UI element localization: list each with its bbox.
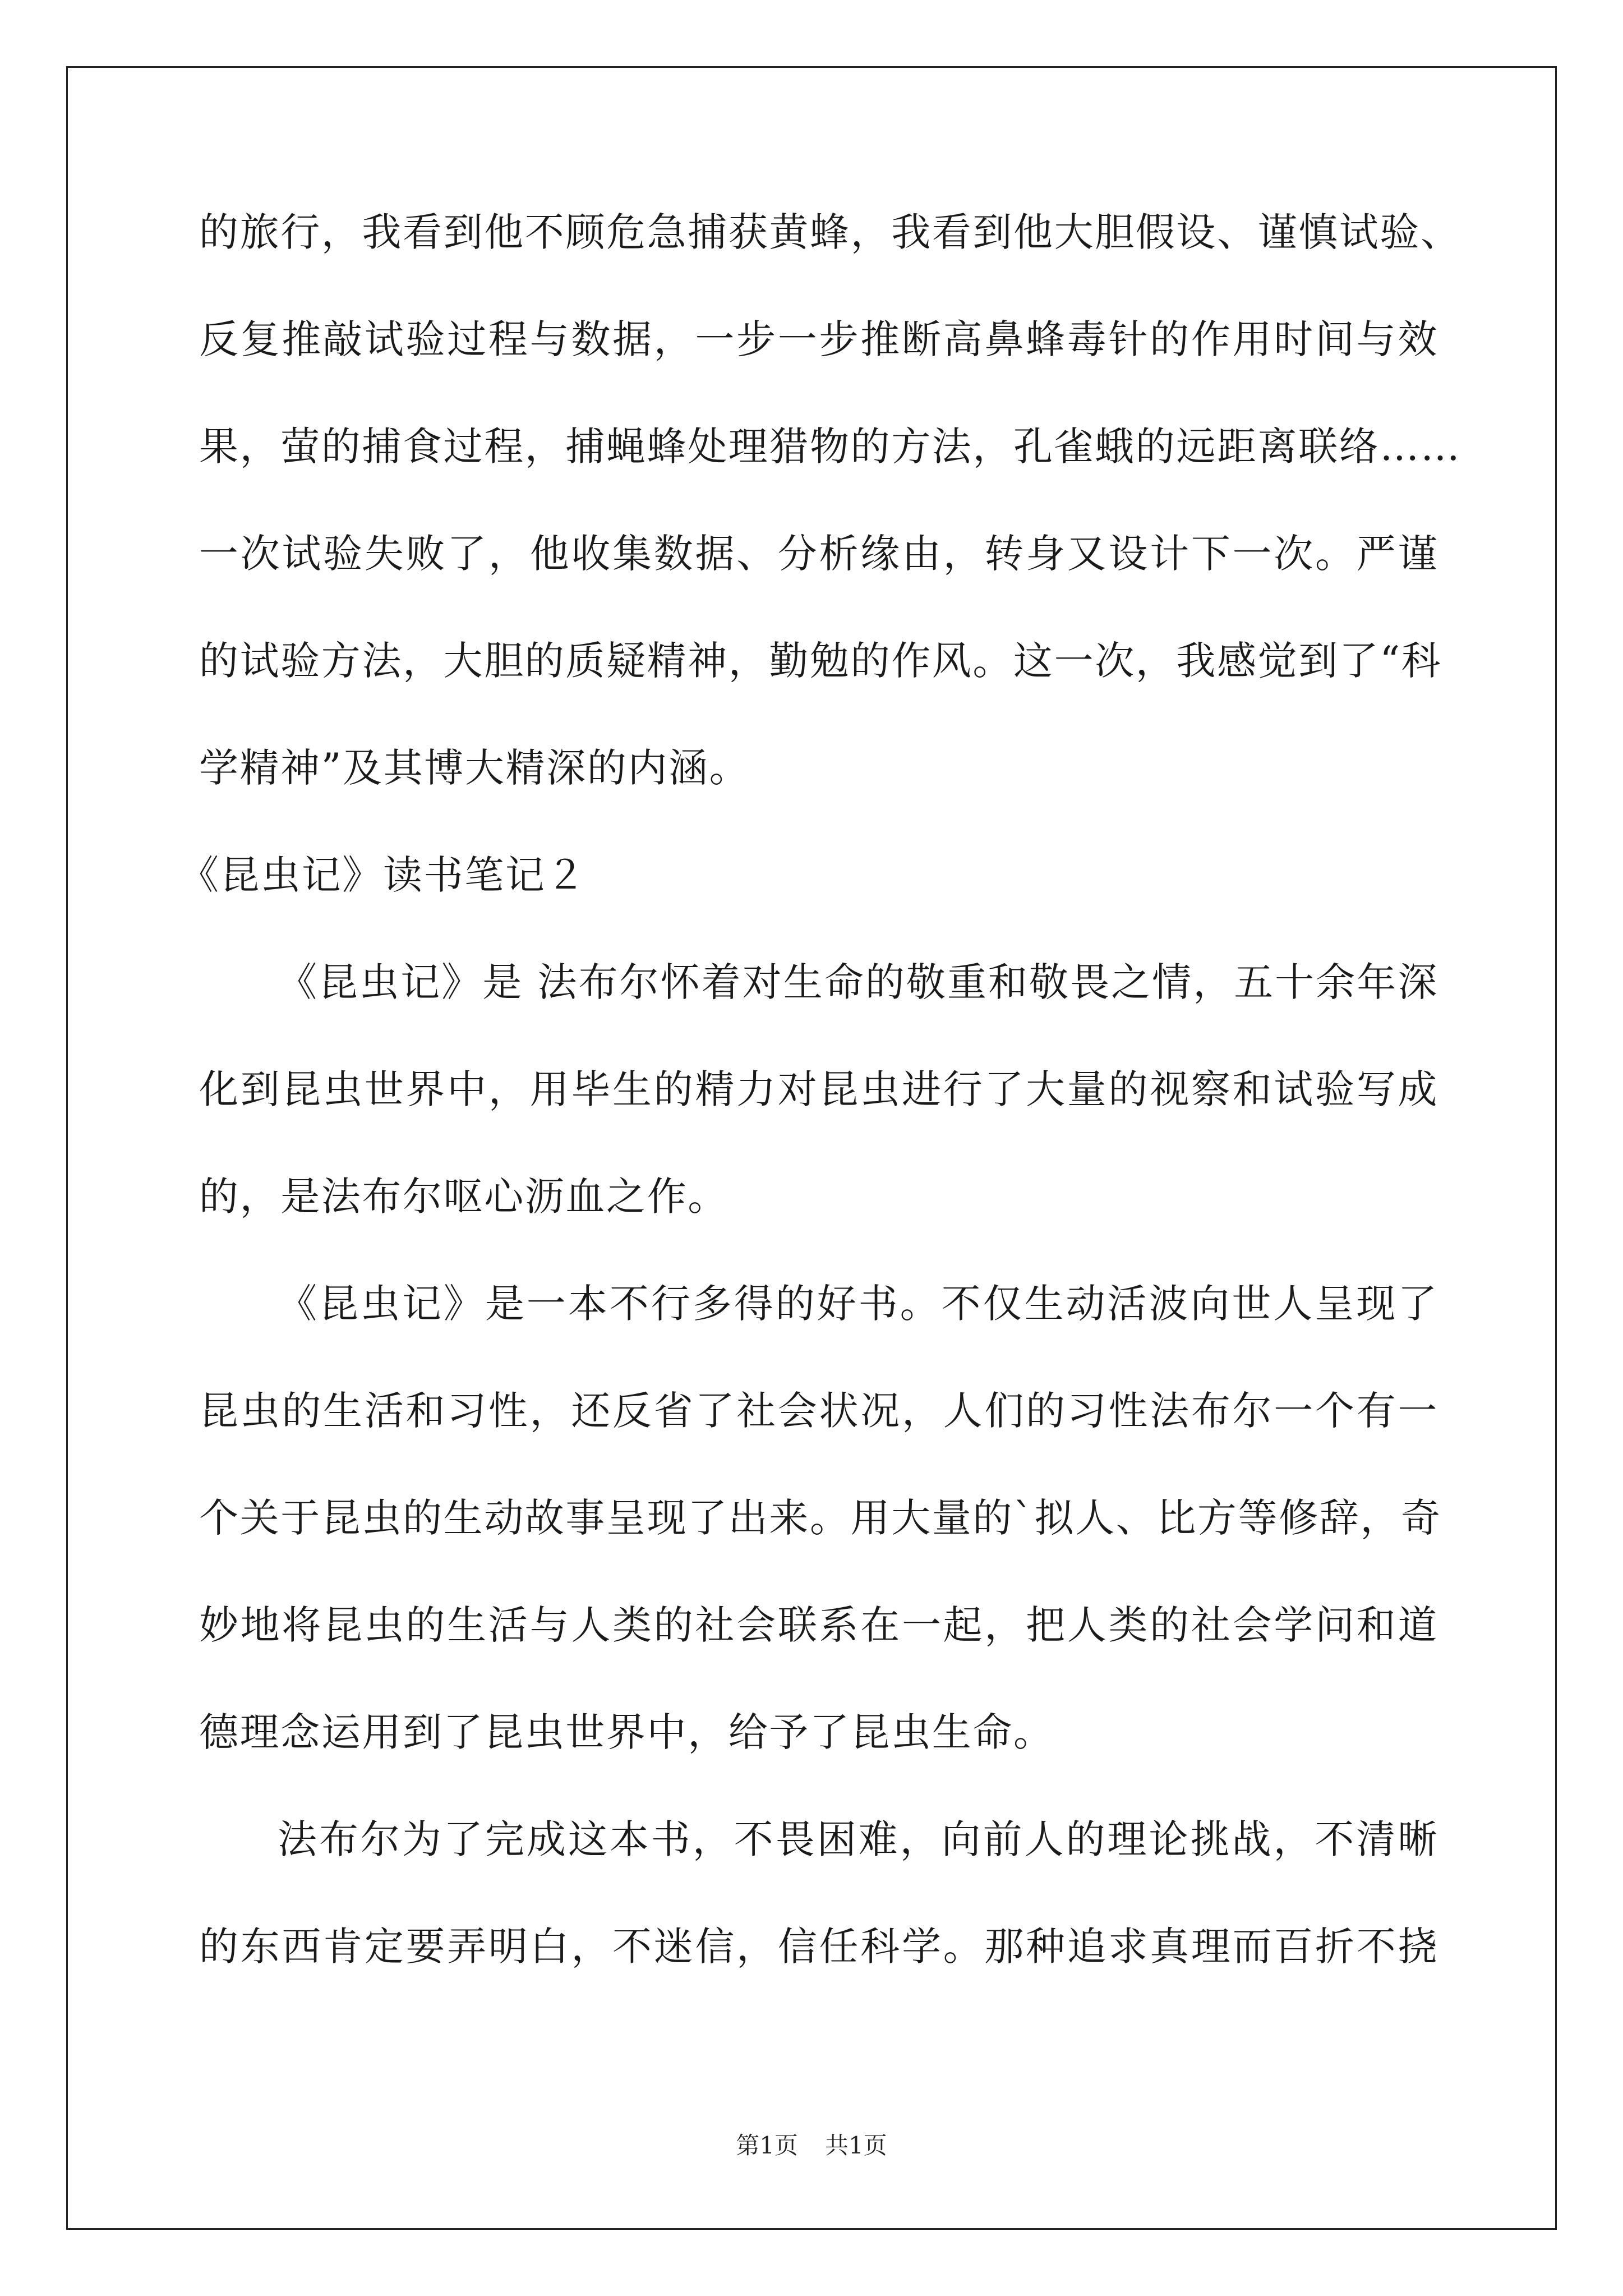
text-line: 昆虫的生活和习性，还反省了社会状况，人们的习性法布尔一个有一 <box>199 1388 1438 1434</box>
section-heading <box>179 852 1438 898</box>
paragraph <box>199 209 1461 791</box>
text-line: 的东西肯定要弄明白，不迷信，信任科学。那种追求真理而百折不挠 <box>199 1924 1438 1970</box>
text-line: 的试验方法，大胆的质疑精神，勤勉的作风。这一次，我感觉到了“科 <box>199 638 1442 684</box>
paragraph <box>199 960 1438 1220</box>
page-total: 共1页 <box>825 2132 887 2159</box>
paragraph <box>199 1817 1438 1970</box>
text-line: 学精神”及其博大精深的内涵。 <box>199 745 750 791</box>
text-line: 法布尔为了完成这本书，不畏困难，向前人的理论挑战，不清晰 <box>278 1816 1438 1862</box>
text-line: 妙地将昆虫的生活与人类的社会联系在一起，把人类的社会学问和道 <box>199 1602 1438 1648</box>
section-heading-text: 《昆虫记》读书笔记２ <box>179 852 587 898</box>
text-line: 反复推敲试验过程与数据，一步一步推断高鼻蜂毒针的作用时间与效 <box>199 316 1438 362</box>
text-line: 化到昆虫世界中，用毕生的精力对昆虫进行了大量的视察和试验写成 <box>199 1066 1438 1112</box>
text-line: 的旅行，我看到他不顾危急捕获黄蜂，我看到他大胆假设、谨慎试验、 <box>199 209 1461 255</box>
paragraph <box>199 1281 1442 1755</box>
text-line: 一次试验失败了，他收集数据、分析缘由，转身又设计下一次。严谨 <box>199 531 1438 577</box>
page-number: 第1页 <box>736 2132 798 2159</box>
text-line: 《昆虫记》是一本不行多得的好书。不仅生动活波向世人呈现了 <box>278 1281 1438 1327</box>
text-line: 果，萤的捕食过程，捕蝇蜂处理猎物的方法，孔雀蛾的远距离联络…… <box>199 424 1461 470</box>
text-line: 个关于昆虫的生动故事呈现了出来。用大量的`拟人、比方等修辞，奇 <box>199 1495 1442 1541</box>
text-line: 《昆虫记》是 法布尔怀着对生命的敬重和敬畏之情，五十余年深 <box>278 959 1438 1005</box>
page-footer <box>0 2132 1623 2160</box>
text-line: 的，是法布尔呕心沥血之作。 <box>199 1174 728 1220</box>
text-line: 德理念运用到了昆虫世界中，给予了昆虫生命。 <box>199 1709 1054 1755</box>
document-body <box>179 209 1461 1970</box>
